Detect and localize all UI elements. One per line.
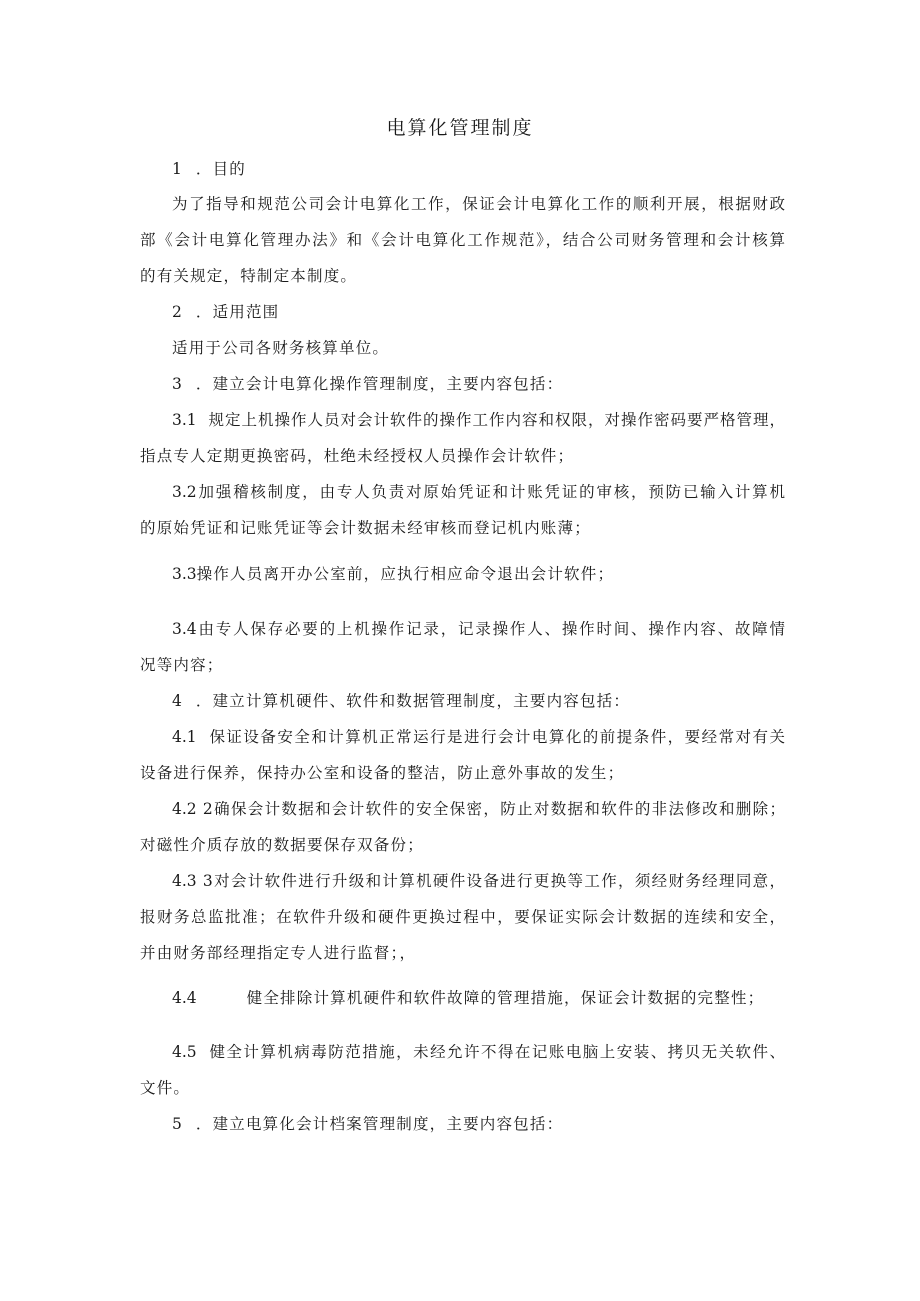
paragraph-line: 对磁性介质存放的数据要保存双备份； [140,836,424,854]
paragraph-line: 况等内容； [140,656,224,674]
item-number: 4.5 [172,1043,197,1061]
list-item-4-2 [172,798,785,820]
item-text: 3对会计软件进行升级和计算机硬件设备进行更换等工作，须经财务经理同意， [202,872,785,890]
item-text: 保证设备安全和计算机正常运行是进行会计电算化的前提条件，要经常对有关 [209,728,785,746]
paragraph-line: 的原始凭证和记账凭证等会计数据未经审核而登记机内账薄； [140,519,591,537]
item-text: 操作人员离开办公室前，应执行相应命令退出会计软件； [196,565,615,583]
section-number: 3 [172,375,182,393]
item-number: 3.2 [172,483,197,501]
list-item-4-4 [172,987,764,1009]
section-number: 5 [172,1115,182,1133]
page-title: 电算化管理制度 [386,117,534,139]
list-item-4-3 [172,870,785,892]
item-number: 4.2 [172,800,197,818]
item-text: 由专人保存必要的上机操作记录，记录操作人、操作时间、操作内容、故障情 [196,620,785,638]
section-heading-5 [172,1113,563,1135]
list-item-3-2 [172,481,785,503]
section-heading-text: ．建立会计电算化操作管理制度，主要内容包括： [195,375,564,393]
item-text: 2确保会计数据和会计软件的安全保密，防止对数据和软件的非法修改和删除； [202,800,785,818]
item-number: 3.4 [172,620,197,638]
item-text: 规定上机操作人员对会计软件的操作工作内容和权限，对操作密码要严格管理， [208,411,785,429]
section-heading-text: ．目的 [195,160,246,178]
item-number: 4.3 [172,872,197,890]
paragraph-line: 指点专人定期更换密码，杜绝未经授权人员操作会计软件； [140,447,575,465]
list-item-4-5 [172,1041,785,1063]
paragraph-line: 适用于公司各财务核算单位。 [172,339,390,357]
section-number: 2 [172,303,182,321]
section-heading-text: ．建立电算化会计档案管理制度，主要内容包括： [195,1115,564,1133]
list-item-3-1 [172,409,785,431]
item-number: 3.1 [172,411,197,429]
paragraph-line: 并由财务部经理指定专人进行监督；， [140,944,417,962]
section-heading-1 [172,158,246,180]
item-text: 健全排除计算机硬件和软件故障的管理措施，保证会计数据的完整性； [246,989,765,1007]
paragraph-line: 设备进行保养，保持办公室和设备的整洁，防止意外事故的发生； [140,764,625,782]
section-heading-2 [172,301,279,323]
paragraph-line: 部《会计电算化管理办法》和《会计电算化工作规范》，结合公司财务管理和会计核算 [140,231,785,249]
section-heading-text: ．适用范围 [195,303,280,321]
list-item-3-3 [172,563,614,585]
item-number: 3.3 [172,565,197,583]
section-number: 1 [172,160,182,178]
list-item-3-4 [172,618,785,640]
list-item-4-1 [172,726,785,748]
section-heading-3 [172,373,563,395]
item-number: 4.1 [172,728,197,746]
section-heading-text: ．建立计算机硬件、软件和数据管理制度，主要内容包括： [195,692,631,710]
paragraph-line: 文件。 [140,1079,191,1097]
item-number: 4.4 [172,989,197,1007]
item-text: 加强稽核制度，由专人负责对原始凭证和计账凭证的审核，预防已输入计算机 [196,483,785,501]
paragraph-line: 报财务总监批准；在软件升级和硬件更换过程中，要保证实际会计数据的连续和安全， [140,908,785,926]
item-text: 健全计算机病毒防范措施，未经允许不得在记账电脑上安装、拷贝无关软件、 [209,1043,785,1061]
section-number: 4 [172,692,182,710]
paragraph-line: 的有关规定，特制定本制度。 [140,267,358,285]
paragraph-line: 为了指导和规范公司会计电算化工作，保证会计电算化工作的顺利开展，根据财政 [172,195,785,213]
section-heading-4 [172,690,630,712]
